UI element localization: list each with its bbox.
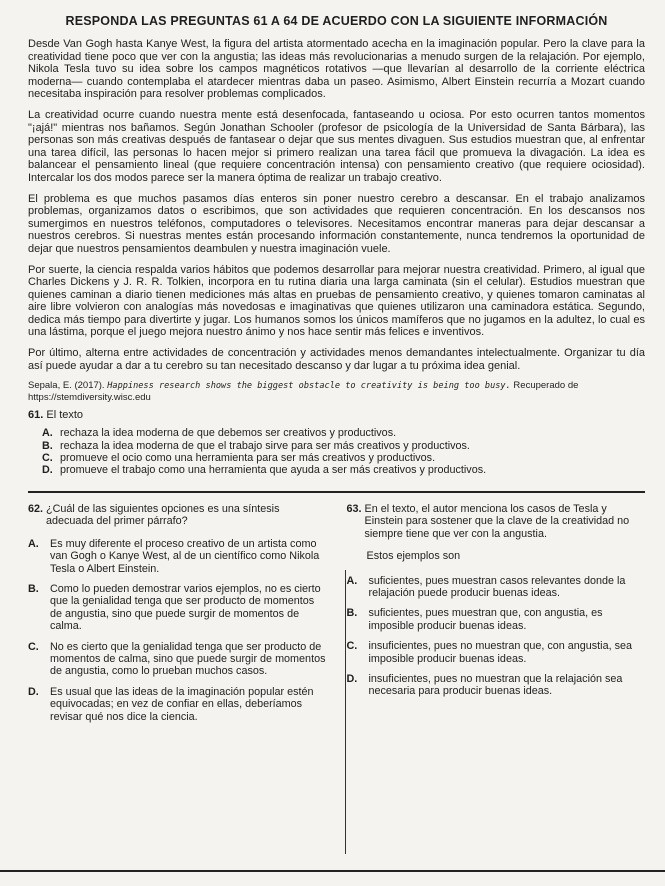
question-62-stem (28, 503, 327, 528)
question-61-option-b[interactable]: B. rechaza la idea moderna de que el trabajo sirve para ser más creativos y productivos. (42, 439, 470, 452)
question-61-option-d[interactable]: D. promueve el trabajo como una herramienta que ayuda a ser más creativos y productivos. (42, 464, 487, 477)
question-63-text: En el texto, el autor menciona los casos de Tesla y Einstein para sostener que la clave de la creatividad no siempre tiene que ver con la angustia. (364, 502, 630, 540)
questions-columns (28, 503, 645, 731)
question-61-option-a[interactable]: A. rechaza la idea moderna de que debemos ser creativos y productivos. (42, 427, 397, 440)
question-62-text: ¿Cuál de las siguientes opciones es una síntesis adecuada del primer párrafo? (46, 502, 280, 528)
citation-prefix: Sepala, E. (2017). (28, 380, 108, 392)
question-63-stem (347, 503, 646, 540)
question-61-text: El texto (46, 409, 84, 422)
citation-suffix: Recuperado de https://stemdiversity.wisc.edu (28, 380, 579, 404)
question-61-option-c[interactable]: C. promueve el ocio como una herramienta para ser más creativos y productivos. (42, 452, 436, 465)
question-63-number: 63. (346, 502, 362, 515)
question-63-option-b[interactable]: B. suficientes, pues muestran que, con angustia, es imposible producir buenas ideas. (346, 607, 603, 632)
section-divider (28, 491, 645, 493)
question-62-option-a[interactable]: A. Es muy diferente el proceso creativo de un artista como van Gogh o Kanye West, al de un científico como Nikola Tesla o Albert Einstein. (28, 537, 320, 575)
citation-title: Happiness research shows the biggest obstacle to creativity is being too busy. (107, 381, 511, 392)
question-62-option-d[interactable]: D. Es usual que las ideas de la imaginación popular estén equivocadas; en vez de confiar en ellas, deberíamos revisar qué nos dice la ciencia. (28, 685, 314, 723)
question-62-number: 62. (28, 502, 44, 515)
question-61-options (42, 427, 645, 477)
page-title: RESPONDA LAS PREGUNTAS 61 A 64 DE ACUERDO CON LA SIGUIENTE INFORMACIÓN (65, 14, 608, 28)
paragraph-2: La creatividad ocurre cuando nuestra mente está desenfocada, fantaseando u ociosa. Por esto ocurren tantos momentos "¡ajá!" mientras nos bañamos. Según Jonathan Schooler (profesor de psicología de la Universidad de Santa Bárbara), las personas son más creativas después de fantasear o dejar que sus mentes divaguen. Sus estudios muestran que, al enfrentar una tarea difícil, las personas lo hacen mejor si primero realizan una tarea fácil que promueva la divagación. La idea es balancear el pensamiento lineal (que requiere concentración intensa) con pensamiento creativo (que requiere ociosidad). Intercalar los dos modos parece ser la manera óptima de realizar un trabajo creativo. (28, 108, 645, 184)
citation (28, 380, 645, 403)
paragraph-1: Desde Van Gogh hasta Kanye West, la figura del artista atormentado acecha en la imaginación popular. Pero la clave para la creatividad tiene poco que ver con la angustia; las ideas más revolucionarias a menudo surgen de la relajación. Por ejemplo, Nikola Tesla tuvo su idea sobre los campos magnéticos rotativos —que llevarían al desarrollo de la corriente eléctrica moderna— cuando contemplaba el atardecer mientras daba un paseo. Asimismo, Albert Einstein recurría a Mozart cuando necesitaba inspiración para resolver problemas complicados. (28, 38, 645, 101)
question-62-option-c[interactable]: C. No es cierto que la genialidad tenga que ser producto de momentos de calma, sino que puede surgir de momentos de angustia, como lo prueban muchos casos. (28, 640, 326, 678)
question-63 (347, 503, 646, 731)
question-63-option-d[interactable]: D. insuficientes, pues no muestran que la relajación sea necesaria para producir buenas ideas. (346, 672, 623, 698)
paragraph-3: El problema es que muchos pasamos días enteros sin poner nuestro cerebro a descansar. En el trabajo analizamos problemas, organizamos datos o escribimos, que son actividades que requieren concentración. En los descansos nos sumergimos en nuestros teléfonos, computadores o televisores. Necesitamos encontrar maneras para dejar descansar a nuestros cerebros. Si nuestras mentes están procesando información constantemente, nunca tendremos la oportunidad de dejar que nuestros pensamientos deambulen y nuestra imaginación vuele. (28, 192, 645, 255)
question-62-option-b[interactable]: B. Como lo pueden demostrar varios ejemplos, no es cierto que la genialidad tenga que ser producto de momentos de angustia, sino que puede surgir de momentos de calma. (28, 582, 321, 633)
question-63-lead: Estos ejemplos son (366, 550, 461, 563)
question-61-stem (28, 409, 645, 421)
column-divider (345, 570, 346, 854)
question-61-number: 61. (28, 409, 44, 422)
question-63-option-a[interactable]: A. suficientes, pues muestran casos relevantes donde la relajación puede producir buenas ideas. (346, 574, 626, 599)
bottom-rule (0, 870, 665, 872)
paragraph-5: Por último, alterna entre actividades de concentración y actividades menos demandantes intelectualmente. Organizar tu día así puede ayudar a dar a tu cerebro su tan necesitado descanso y dar lugar a tu próxima idea genial. (28, 347, 645, 372)
paragraph-4: Por suerte, la ciencia respalda varios hábitos que podemos desarrollar para mejorar nuestra creatividad. Primero, al igual que Charles Dickens y J. R. R. Tolkien, incorpora en tu rutina diaria una larga caminata (sin el celular). Estudios muestran que quienes caminan a diario tienen mediciones más altas en pruebas de pensamiento creativo, y quienes tomaron caminatas al aire libre volvieron con analogías más novedosas e imaginativas que quienes utilizaron una caminadora estática. Segundo, dedica más tiempo para divertirte y jugar. Los humanos somos los únicos mamíferos que no jugamos en la adultez, lo cual es una lástima, porque el juego mejora nuestro ánimo y nos hace sentir más felices e inventivos. (28, 263, 645, 339)
question-62 (28, 503, 327, 731)
question-63-option-c[interactable]: C. insuficientes, pues no muestran que, con angustia, sea imposible producir buenas ideas. (346, 640, 632, 665)
